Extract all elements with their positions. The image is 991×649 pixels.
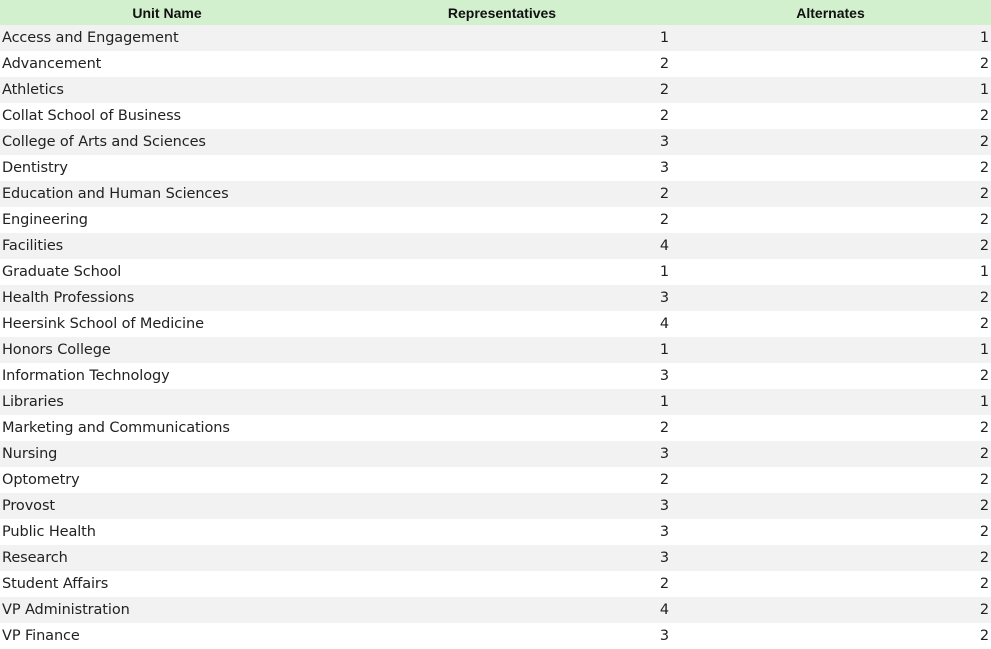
representatives-cell: 3 — [334, 519, 670, 545]
table-row — [0, 259, 991, 285]
representatives-cell: 3 — [334, 441, 670, 467]
unit-name-cell: Honors College — [0, 337, 334, 363]
alternates-cell: 1 — [670, 77, 991, 103]
alternates-cell: 2 — [670, 363, 991, 389]
representatives-cell: 2 — [334, 181, 670, 207]
table-row — [0, 389, 991, 415]
alternates-cell: 2 — [670, 415, 991, 441]
table-row — [0, 493, 991, 519]
representatives-cell: 4 — [334, 233, 670, 259]
unit-name-cell: College of Arts and Sciences — [0, 129, 334, 155]
alternates-cell: 2 — [670, 597, 991, 623]
representatives-cell: 3 — [334, 545, 670, 571]
unit-name-cell: Research — [0, 545, 334, 571]
unit-name-cell: VP Finance — [0, 623, 334, 649]
unit-name-cell: VP Administration — [0, 597, 334, 623]
representatives-cell: 3 — [334, 623, 670, 649]
representatives-cell: 3 — [334, 129, 670, 155]
representatives-cell: 1 — [334, 389, 670, 415]
table-row — [0, 103, 991, 129]
representatives-cell: 4 — [334, 597, 670, 623]
representatives-cell: 2 — [334, 103, 670, 129]
table-row — [0, 363, 991, 389]
table-row — [0, 155, 991, 181]
table-row — [0, 77, 991, 103]
unit-name-cell: Collat School of Business — [0, 103, 334, 129]
alternates-cell: 2 — [670, 285, 991, 311]
table-body — [0, 25, 991, 649]
alternates-cell: 1 — [670, 337, 991, 363]
table-row — [0, 233, 991, 259]
table-row — [0, 519, 991, 545]
representatives-cell: 1 — [334, 259, 670, 285]
representatives-cell: 1 — [334, 25, 670, 51]
unit-name-cell: Marketing and Communications — [0, 415, 334, 441]
header-row — [0, 0, 991, 25]
alternates-cell: 1 — [670, 25, 991, 51]
representatives-cell: 2 — [334, 467, 670, 493]
representatives-cell: 3 — [334, 155, 670, 181]
alternates-cell: 2 — [670, 155, 991, 181]
table-row — [0, 467, 991, 493]
table-row — [0, 337, 991, 363]
unit-name-cell: Education and Human Sciences — [0, 181, 334, 207]
table-row — [0, 207, 991, 233]
table-row — [0, 571, 991, 597]
table-row — [0, 623, 991, 649]
table-row — [0, 597, 991, 623]
representatives-cell: 2 — [334, 207, 670, 233]
unit-name-cell: Student Affairs — [0, 571, 334, 597]
unit-name-cell: Athletics — [0, 77, 334, 103]
alternates-cell: 2 — [670, 207, 991, 233]
representatives-cell: 3 — [334, 285, 670, 311]
unit-name-cell: Provost — [0, 493, 334, 519]
alternates-cell: 1 — [670, 389, 991, 415]
representatives-cell: 1 — [334, 337, 670, 363]
unit-name-cell: Engineering — [0, 207, 334, 233]
column-header-unit-name[interactable]: Unit Name — [0, 0, 334, 25]
alternates-cell: 2 — [670, 441, 991, 467]
alternates-cell: 2 — [670, 545, 991, 571]
alternates-cell: 2 — [670, 493, 991, 519]
alternates-cell: 2 — [670, 129, 991, 155]
representatives-cell: 4 — [334, 311, 670, 337]
unit-name-cell: Optometry — [0, 467, 334, 493]
unit-name-cell: Public Health — [0, 519, 334, 545]
unit-name-cell: Graduate School — [0, 259, 334, 285]
representatives-cell: 2 — [334, 51, 670, 77]
unit-name-cell: Nursing — [0, 441, 334, 467]
table-header — [0, 0, 991, 25]
table-row — [0, 129, 991, 155]
unit-name-cell: Heersink School of Medicine — [0, 311, 334, 337]
table-row — [0, 441, 991, 467]
column-header-alternates[interactable]: Alternates — [670, 0, 991, 25]
representatives-cell: 2 — [334, 77, 670, 103]
alternates-cell: 2 — [670, 181, 991, 207]
alternates-cell: 2 — [670, 623, 991, 649]
unit-name-cell: Health Professions — [0, 285, 334, 311]
alternates-cell: 2 — [670, 103, 991, 129]
alternates-cell: 2 — [670, 519, 991, 545]
table-row — [0, 25, 991, 51]
table-row — [0, 51, 991, 77]
alternates-cell: 2 — [670, 311, 991, 337]
table-row — [0, 545, 991, 571]
table-row — [0, 285, 991, 311]
unit-name-cell: Advancement — [0, 51, 334, 77]
column-header-representatives[interactable]: Representatives — [334, 0, 670, 25]
table-row — [0, 415, 991, 441]
representatives-cell: 2 — [334, 415, 670, 441]
representatives-cell: 2 — [334, 571, 670, 597]
representatives-cell: 3 — [334, 363, 670, 389]
unit-name-cell: Facilities — [0, 233, 334, 259]
unit-name-cell: Libraries — [0, 389, 334, 415]
alternates-cell: 2 — [670, 51, 991, 77]
unit-name-cell: Information Technology — [0, 363, 334, 389]
unit-name-cell: Dentistry — [0, 155, 334, 181]
alternates-cell: 2 — [670, 467, 991, 493]
unit-name-cell: Access and Engagement — [0, 25, 334, 51]
alternates-cell: 1 — [670, 259, 991, 285]
alternates-cell: 2 — [670, 571, 991, 597]
representatives-cell: 3 — [334, 493, 670, 519]
alternates-cell: 2 — [670, 233, 991, 259]
table-row — [0, 311, 991, 337]
table-row — [0, 181, 991, 207]
